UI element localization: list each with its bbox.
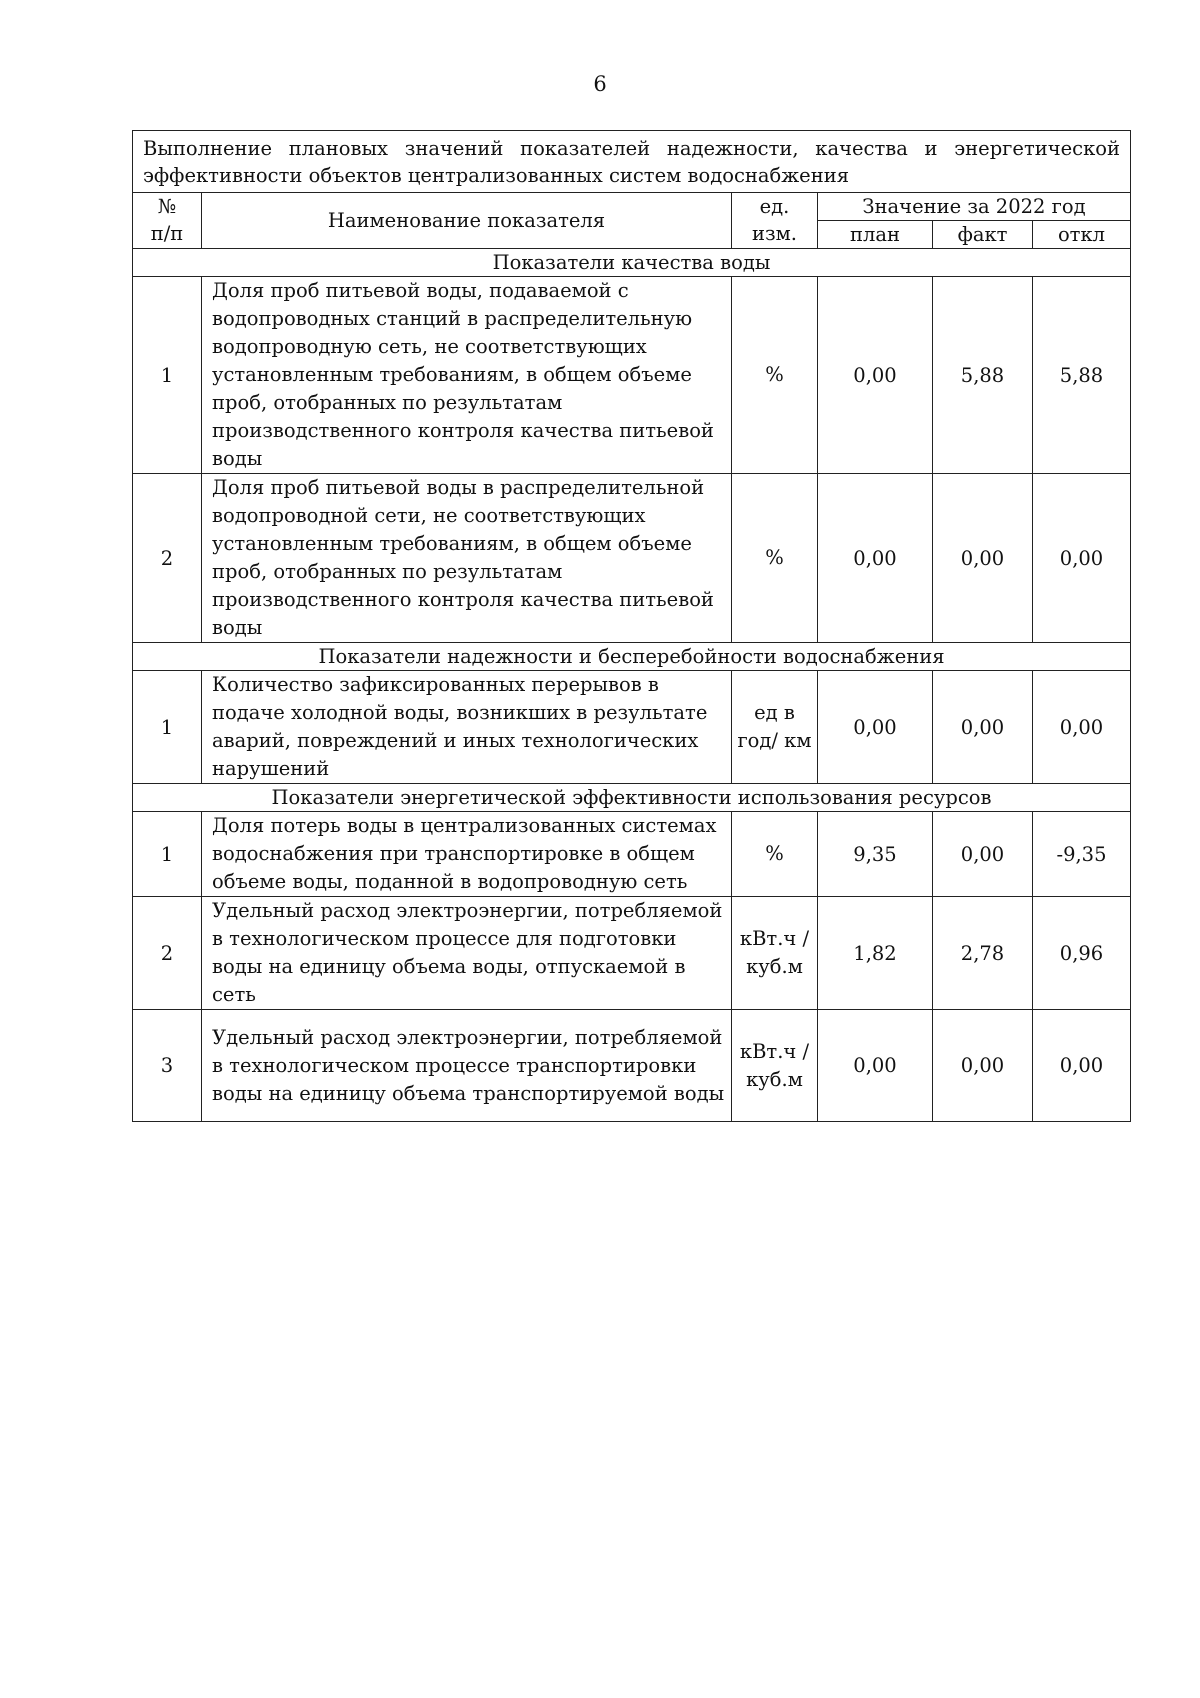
table-row	[133, 812, 1131, 897]
row-deviation: 5,88	[1033, 277, 1131, 474]
row-num: 2	[133, 897, 202, 1010]
row-name: Доля проб питьевой воды, подаваемой с водопроводных станций в распределительную водопроводную сеть, не соответствующих установленным требованиям, в общем объеме проб, отобранных по результатам производственного контроля качества питьевой воды	[202, 277, 732, 474]
row-plan: 9,35	[818, 812, 933, 897]
header-plan: план	[818, 221, 933, 249]
header-num-line1: №	[157, 194, 177, 218]
indicators-table	[132, 130, 1131, 1122]
section-row	[133, 784, 1131, 812]
header-num	[133, 193, 202, 221]
row-deviation: -9,35	[1033, 812, 1131, 897]
header-value-group: Значение за 2022 год	[818, 193, 1131, 221]
row-fact: 0,00	[933, 474, 1033, 643]
row-deviation: 0,96	[1033, 897, 1131, 1010]
row-fact: 0,00	[933, 671, 1033, 784]
row-unit: кВт.ч / куб.м	[732, 1010, 818, 1122]
row-unit: ед в год/ км	[732, 671, 818, 784]
table-row	[133, 277, 1131, 474]
header-row-1	[133, 193, 1131, 221]
table-row	[133, 1010, 1131, 1122]
table-row	[133, 474, 1131, 643]
header-deviation: откл	[1033, 221, 1131, 249]
row-unit: %	[732, 812, 818, 897]
header-name: Наименование показателя	[202, 193, 732, 249]
row-plan: 1,82	[818, 897, 933, 1010]
row-num: 1	[133, 277, 202, 474]
row-plan: 0,00	[818, 1010, 933, 1122]
row-name: Доля потерь воды в централизованных системах водоснабжения при транспортировке в общем объеме воды, поданной в водопроводную сеть	[202, 812, 732, 897]
row-num: 1	[133, 671, 202, 784]
section-title: Показатели энергетической эффективности использования ресурсов	[133, 784, 1131, 812]
row-fact: 0,00	[933, 812, 1033, 897]
row-num: 2	[133, 474, 202, 643]
section-title: Показатели надежности и бесперебойности водоснабжения	[133, 643, 1131, 671]
row-num: 1	[133, 812, 202, 897]
row-plan: 0,00	[818, 474, 933, 643]
row-plan: 0,00	[818, 277, 933, 474]
header-unit-line1: ед.	[759, 194, 790, 218]
row-name: Доля проб питьевой воды в распределительной водопроводной сети, не соответствующих установленным требованиям, в общем объеме проб, отобранных по результатам производственного контроля качества питьевой воды	[202, 474, 732, 643]
row-name: Количество зафиксированных перерывов в подаче холодной воды, возникших в результате аварий, повреждений и иных технологических нарушений	[202, 671, 732, 784]
header-num-line2: п/п	[133, 221, 202, 249]
row-fact: 2,78	[933, 897, 1033, 1010]
row-deviation: 0,00	[1033, 1010, 1131, 1122]
row-fact: 0,00	[933, 1010, 1033, 1122]
table-caption: Выполнение плановых значений показателей надежности, качества и энергетической эффективности объектов централизованных систем водоснабжения	[133, 131, 1131, 193]
row-unit: %	[732, 474, 818, 643]
table-caption-row	[133, 131, 1131, 193]
row-deviation: 0,00	[1033, 671, 1131, 784]
row-unit: кВт.ч / куб.м	[732, 897, 818, 1010]
table-row	[133, 897, 1131, 1010]
row-name: Удельный расход электроэнергии, потребляемой в технологическом процессе транспортировки воды на единицу объема транспортируемой воды	[202, 1010, 732, 1122]
page-number: 6	[593, 72, 607, 96]
header-unit-line2: изм.	[732, 221, 818, 249]
row-num: 3	[133, 1010, 202, 1122]
header-fact: факт	[933, 221, 1033, 249]
section-row	[133, 249, 1131, 277]
row-deviation: 0,00	[1033, 474, 1131, 643]
table-row	[133, 671, 1131, 784]
row-unit: %	[732, 277, 818, 474]
row-name: Удельный расход электроэнергии, потребляемой в технологическом процессе для подготовки воды на единицу объема воды, отпускаемой в сеть	[202, 897, 732, 1010]
header-unit	[732, 193, 818, 221]
row-plan: 0,00	[818, 671, 933, 784]
section-row	[133, 643, 1131, 671]
row-fact: 5,88	[933, 277, 1033, 474]
section-title: Показатели качества воды	[133, 249, 1131, 277]
